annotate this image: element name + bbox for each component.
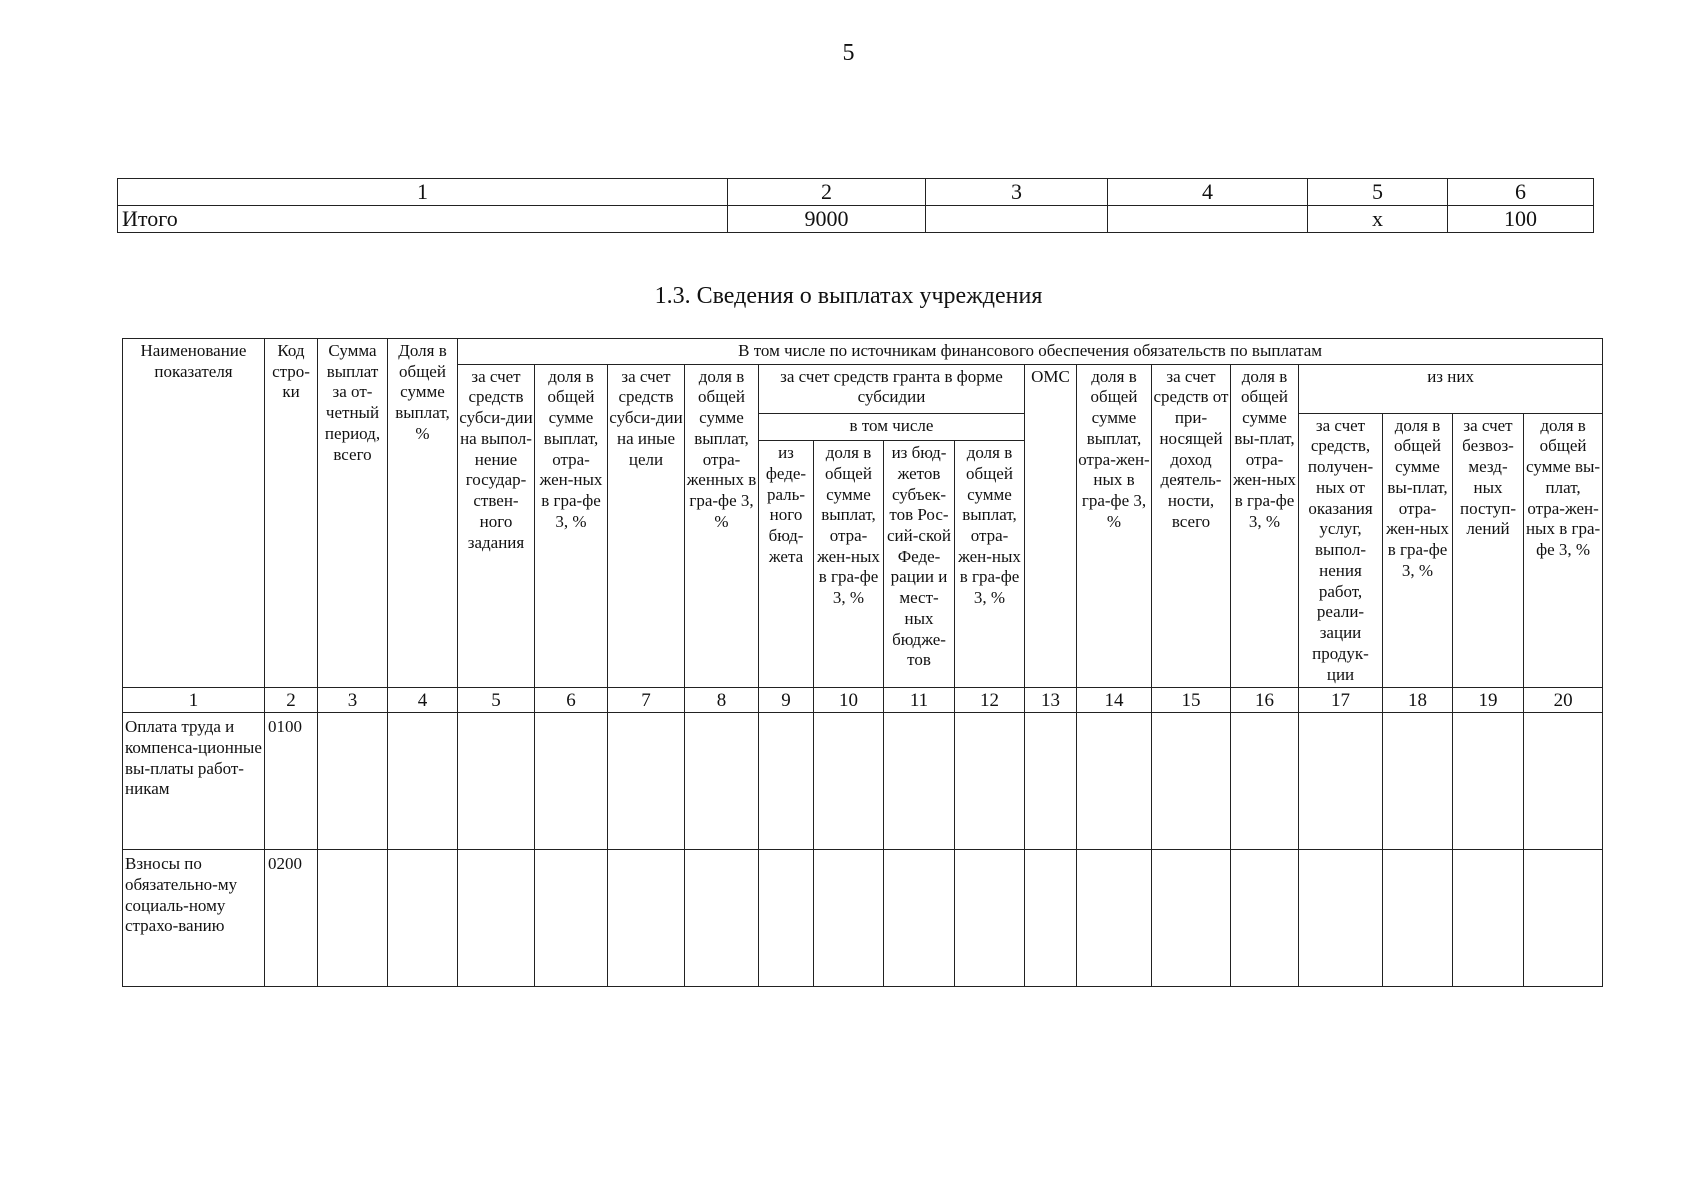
table-cell bbox=[1524, 713, 1603, 850]
table-cell bbox=[759, 713, 814, 850]
col-number-4: 4 bbox=[388, 688, 458, 713]
section-title: 1.3. Сведения о выплатах учреждения bbox=[654, 283, 1043, 309]
header-c6: доля в общей сумме выплат, отра-жен-ных в гра-фе 3, % bbox=[535, 364, 608, 688]
col-number-10: 10 bbox=[814, 688, 884, 713]
summary-col-1: 1 bbox=[118, 179, 728, 206]
column-numbers-row bbox=[123, 688, 1603, 713]
table-cell bbox=[535, 713, 608, 850]
header-name: Наименование показателя bbox=[123, 339, 265, 688]
table-cell bbox=[318, 713, 388, 850]
total-col-2: 9000 bbox=[728, 206, 926, 233]
table-cell bbox=[535, 850, 608, 987]
header-c10: доля в общей сумме выплат, отра-жен-ных в гра-фе 3, % bbox=[814, 441, 884, 688]
header-c13: ОМС bbox=[1025, 364, 1077, 688]
col-number-1: 1 bbox=[123, 688, 265, 713]
summary-col-4: 4 bbox=[1108, 179, 1308, 206]
summary-header-row bbox=[118, 179, 1594, 206]
table-cell bbox=[1453, 713, 1524, 850]
row-name: Оплата труда и компенса-ционные вы-платы работ-никам bbox=[123, 713, 265, 850]
summary-col-6: 6 bbox=[1448, 179, 1594, 206]
header-c14: доля в общей сумме выплат, отра-жен-ных в гра-фе 3, % bbox=[1077, 364, 1152, 688]
header-grant-incl: в том числе bbox=[759, 413, 1025, 440]
table-cell bbox=[1231, 713, 1299, 850]
table-cell bbox=[1025, 850, 1077, 987]
payments-table bbox=[122, 338, 1603, 987]
col-number-18: 18 bbox=[1383, 688, 1453, 713]
summary-col-3: 3 bbox=[926, 179, 1108, 206]
header-c9: из феде-раль-ного бюд-жета bbox=[759, 441, 814, 688]
table-cell bbox=[1152, 713, 1231, 850]
total-col-5: х bbox=[1308, 206, 1448, 233]
table-cell bbox=[458, 713, 535, 850]
col-number-6: 6 bbox=[535, 688, 608, 713]
header-c11: из бюд-жетов субъек-тов Рос-сий-ской Феде-рации и мест-ных бюдже-тов bbox=[884, 441, 955, 688]
table-cell bbox=[685, 850, 759, 987]
table-cell bbox=[1524, 850, 1603, 987]
table-cell bbox=[388, 713, 458, 850]
col-number-3: 3 bbox=[318, 688, 388, 713]
total-col-3 bbox=[926, 206, 1108, 233]
col-number-15: 15 bbox=[1152, 688, 1231, 713]
header-sum: Сумма выплат за от-четный период, всего bbox=[318, 339, 388, 688]
col-number-14: 14 bbox=[1077, 688, 1152, 713]
header-of-them: из них bbox=[1299, 364, 1603, 413]
row-code: 0200 bbox=[265, 850, 318, 987]
header-sources: В том числе по источникам финансового обеспечения обязательств по выплатам bbox=[458, 339, 1603, 365]
header-c19: за счет безвоз-мезд-ных поступ-лений bbox=[1453, 413, 1524, 688]
table-cell bbox=[955, 850, 1025, 987]
table-cell bbox=[1077, 713, 1152, 850]
header-c5: за счет средств субси-дии на выпол-нение государ-ствен-ного задания bbox=[458, 364, 535, 688]
total-col-4 bbox=[1108, 206, 1308, 233]
header-row-1 bbox=[123, 339, 1603, 365]
table-cell bbox=[1152, 850, 1231, 987]
table-cell bbox=[814, 850, 884, 987]
summary-total-row bbox=[118, 206, 1594, 233]
header-c16: доля в общей сумме вы-плат, отра-жен-ных в гра-фе 3, % bbox=[1231, 364, 1299, 688]
table-row bbox=[123, 850, 1603, 987]
col-number-9: 9 bbox=[759, 688, 814, 713]
row-name: Взносы по обязательно-му социаль-ному страхо-ванию bbox=[123, 850, 265, 987]
table-cell bbox=[1077, 850, 1152, 987]
col-number-2: 2 bbox=[265, 688, 318, 713]
row-code: 0100 bbox=[265, 713, 318, 850]
table-cell bbox=[1383, 850, 1453, 987]
table-cell bbox=[458, 850, 535, 987]
header-c18: доля в общей сумме вы-плат, отра-жен-ных в гра-фе 3, % bbox=[1383, 413, 1453, 688]
header-grant: за счет средств гранта в форме субсидии bbox=[759, 364, 1025, 413]
table-cell bbox=[388, 850, 458, 987]
table-cell bbox=[1299, 850, 1383, 987]
page-number: 5 bbox=[842, 40, 855, 66]
table-cell bbox=[685, 713, 759, 850]
table-cell bbox=[608, 850, 685, 987]
col-number-11: 11 bbox=[884, 688, 955, 713]
total-col-6: 100 bbox=[1448, 206, 1594, 233]
header-c20: доля в общей сумме вы-плат, отра-жен-ных в гра-фе 3, % bbox=[1524, 413, 1603, 688]
header-code: Код стро-ки bbox=[265, 339, 318, 688]
col-number-13: 13 bbox=[1025, 688, 1077, 713]
header-c17: за счет средств, получен-ных от оказания услуг, выпол-нения работ, реали-зации продук-ции bbox=[1299, 413, 1383, 688]
col-number-8: 8 bbox=[685, 688, 759, 713]
table-cell bbox=[318, 850, 388, 987]
table-cell bbox=[814, 713, 884, 850]
table-cell bbox=[1025, 713, 1077, 850]
summary-col-2: 2 bbox=[728, 179, 926, 206]
col-number-16: 16 bbox=[1231, 688, 1299, 713]
table-cell bbox=[759, 850, 814, 987]
col-number-12: 12 bbox=[955, 688, 1025, 713]
col-number-5: 5 bbox=[458, 688, 535, 713]
header-c12: доля в общей сумме выплат, отра-жен-ных в гра-фе 3, % bbox=[955, 441, 1025, 688]
col-number-19: 19 bbox=[1453, 688, 1524, 713]
col-number-7: 7 bbox=[608, 688, 685, 713]
total-label: Итого bbox=[118, 206, 728, 233]
header-c7: за счет средств субси-дии на иные цели bbox=[608, 364, 685, 688]
summary-col-5: 5 bbox=[1308, 179, 1448, 206]
table-cell bbox=[955, 713, 1025, 850]
table-row bbox=[123, 713, 1603, 850]
col-number-17: 17 bbox=[1299, 688, 1383, 713]
table-cell bbox=[884, 713, 955, 850]
table-cell bbox=[1453, 850, 1524, 987]
col-number-20: 20 bbox=[1524, 688, 1603, 713]
table-cell bbox=[1299, 713, 1383, 850]
summary-table bbox=[117, 178, 1594, 233]
header-share: Доля в общей сумме выплат, % bbox=[388, 339, 458, 688]
header-c8: доля в общей сумме выплат, отра-женных в гра-фе 3, % bbox=[685, 364, 759, 688]
table-cell bbox=[608, 713, 685, 850]
table-cell bbox=[1231, 850, 1299, 987]
header-c15: за счет средств от при-носящей доход деятель-ности, всего bbox=[1152, 364, 1231, 688]
table-cell bbox=[884, 850, 955, 987]
table-cell bbox=[1383, 713, 1453, 850]
